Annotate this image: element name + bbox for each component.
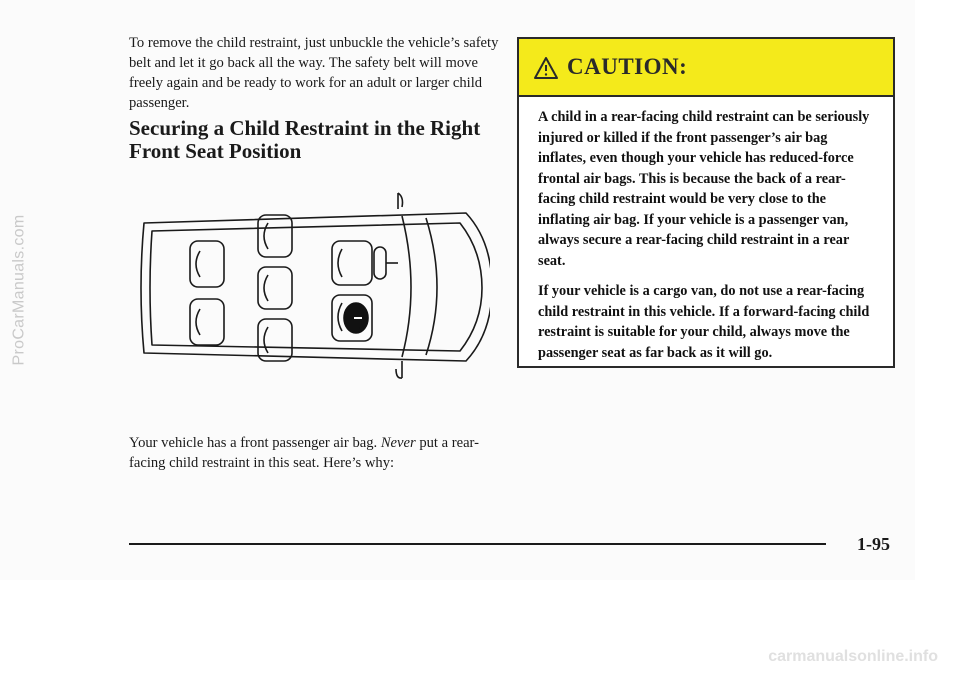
caution-header (519, 39, 893, 97)
caution-box (517, 37, 895, 368)
windshield-line (426, 218, 437, 355)
side-watermark (4, 0, 34, 580)
seat-row2-mid (258, 267, 292, 309)
seat-row2-top (258, 215, 292, 257)
caution-paragraph: A child in a rear-facing child restraint can be seriously injured or killed if the front passenger’s air bag inflates, even though your vehicle has reduced-force frontal air bags. This is because the back of a rear-facing child restraint would be very close to the inflating air bag. If your vehicle is a passenger van, always secure a rear-facing child restraint in a rear seat. (538, 109, 870, 269)
caution-paragraph: If your vehicle is a cargo van, do not use a rear-facing child restraint in this vehicle. If a forward-facing child restraint is suitable for your child, always move the passenger seat as far back as it will go. (538, 283, 870, 361)
mirror-bottom (396, 361, 402, 378)
passenger-seat (332, 295, 372, 341)
caution-title: CAUTION: (567, 54, 688, 79)
mirror-top (398, 193, 403, 209)
intro-paragraph: To remove the child restraint, just unbuckle the vehicle’s safety belt and let it go back all the way. The safety belt will move freely again and be ready to work for an adult or larger child passenger. (129, 35, 499, 111)
footer-rule (129, 543, 826, 545)
side-watermark-text: ProCarManuals.com (10, 214, 27, 366)
never-emphasis: Never (380, 435, 416, 451)
page-number: 1-95 (857, 534, 890, 554)
seat-row1-left (190, 241, 224, 287)
bottom-watermark: carmanualsonline.info (768, 648, 938, 665)
van-seating-diagram (130, 183, 490, 383)
bottom-paragraph-end: put a rear-facing child restraint in this seat. Here’s why: (129, 435, 479, 471)
seat-row2-bottom (258, 319, 292, 361)
bottom-paragraph-start: Your vehicle has a front passenger air bag. (129, 435, 381, 451)
caution-body (519, 97, 893, 363)
warning-triangle-icon (533, 56, 559, 80)
section-heading: Securing a Child Restraint in the Right Front Seat Position (129, 116, 481, 163)
seat-row1-right (190, 299, 224, 345)
bottom-paragraph (129, 433, 504, 473)
driver-seat (332, 241, 398, 285)
